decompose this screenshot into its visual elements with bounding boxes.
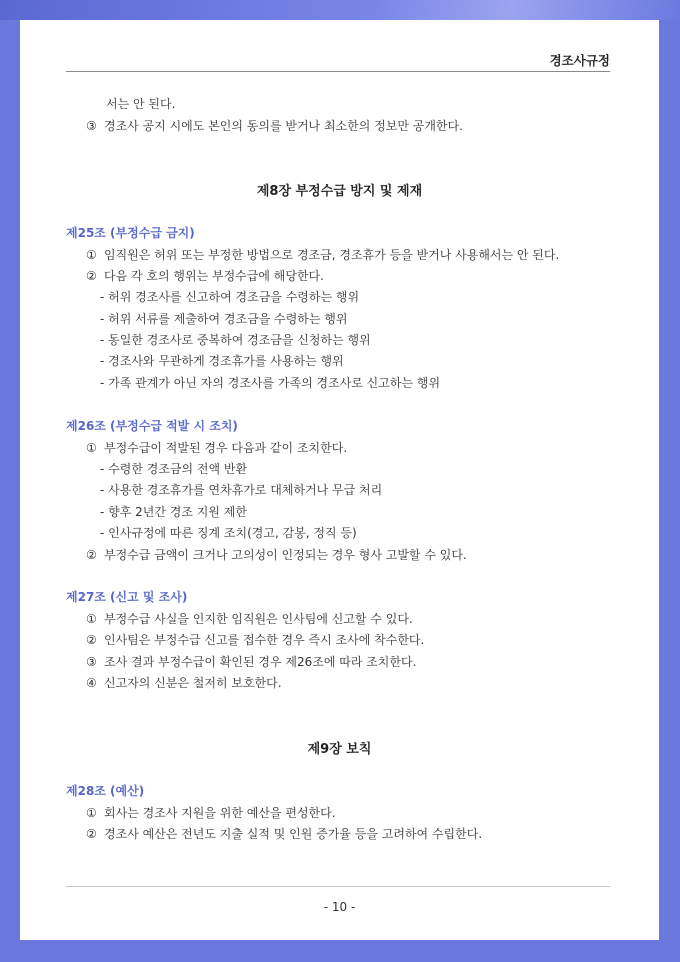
list-item: - 경조사와 무관하게 경조휴가를 사용하는 행위 [100,354,344,368]
paragraph-item [86,246,559,263]
article-title: 제27조 (신고 및 조사) [66,590,188,604]
list-item: - 사용한 경조휴가를 연차휴가로 대체하거나 무급 처리 [100,483,383,497]
chapter-title: 제9장 보칙 [307,742,372,757]
item-text: 부정수급 사실을 인지한 임직원은 인사팀에 신고할 수 있다. [104,612,413,626]
chapter-title: 제8장 부정수급 방지 및 제재 [256,184,423,199]
list-item: - 동일한 경조사로 중복하여 경조금을 신청하는 행위 [100,333,371,347]
article-title: 제26조 (부정수급 적발 시 조치) [66,419,238,433]
item-number: ② [86,548,97,562]
item-text: 다음 각 호의 행위는 부정수급에 해당한다. [104,269,324,283]
continued-text: 서는 안 된다. [106,97,176,111]
item-number: ② [86,269,97,283]
item-number: ① [86,612,97,626]
article-title: 제28조 (예산) [66,784,145,798]
paragraph-item [86,117,463,134]
paragraph-item [86,674,282,691]
item-text: 임직원은 허위 또는 부정한 방법으로 경조금, 경조휴가 등을 받거나 사용해서는 안 된다. [104,248,560,262]
paragraph-item [86,439,347,456]
page-number: - 10 - [323,900,356,914]
item-number: ① [86,248,97,262]
paragraph-item [86,631,424,648]
header-title: 경조사규정 [549,53,610,68]
list-item: - 인사규정에 따른 징계 조치(경고, 감봉, 정직 등) [100,526,357,540]
paragraph-item [86,546,467,563]
paragraph-item [86,653,416,670]
document-page [20,20,659,940]
item-text: 신고자의 신분은 철저히 보호한다. [104,676,282,690]
item-text: 조사 결과 부정수급이 확인된 경우 제26조에 따라 조치한다. [104,655,417,669]
item-text: 경조사 공지 시에도 본인의 동의를 받거나 최소한의 정보만 공개한다. [104,119,463,133]
paragraph-item [86,610,413,627]
paragraph-item [86,267,324,284]
footer-divider [66,886,610,887]
list-item: - 가족 관계가 아닌 자의 경조사를 가족의 경조사로 신고하는 행위 [100,376,441,390]
top-decoration-band [0,0,680,20]
list-item: - 수령한 경조금의 전액 반환 [100,462,248,476]
item-text: 부정수급 금액이 크거나 고의성이 인정되는 경우 형사 고발할 수 있다. [104,548,467,562]
item-number: ② [86,633,97,647]
item-number: ② [86,827,97,841]
list-item: - 허위 서류를 제출하여 경조금을 수령하는 행위 [100,312,348,326]
list-item: - 향후 2년간 경조 지원 제한 [100,505,247,519]
bottom-decoration-band [0,940,680,962]
item-text: 인사팀은 부정수급 신고를 접수한 경우 즉시 조사에 착수한다. [104,633,425,647]
item-number: ④ [86,676,97,690]
page-header [66,50,610,72]
item-number: ③ [86,655,97,669]
article-title: 제25조 (부정수급 금지) [66,226,195,240]
paragraph-item [86,804,336,821]
paragraph-item [86,825,482,842]
list-item: - 허위 경조사를 신고하여 경조금을 수령하는 행위 [100,290,360,304]
item-text: 부정수급이 적발된 경우 다음과 같이 조치한다. [104,441,348,455]
item-text: 경조사 예산은 전년도 지출 실적 및 인원 증가율 등을 고려하여 수립한다. [104,827,483,841]
item-text: 회사는 경조사 지원을 위한 예산을 편성한다. [104,806,336,820]
item-number: ③ [86,119,97,133]
item-number: ① [86,441,97,455]
item-number: ① [86,806,97,820]
